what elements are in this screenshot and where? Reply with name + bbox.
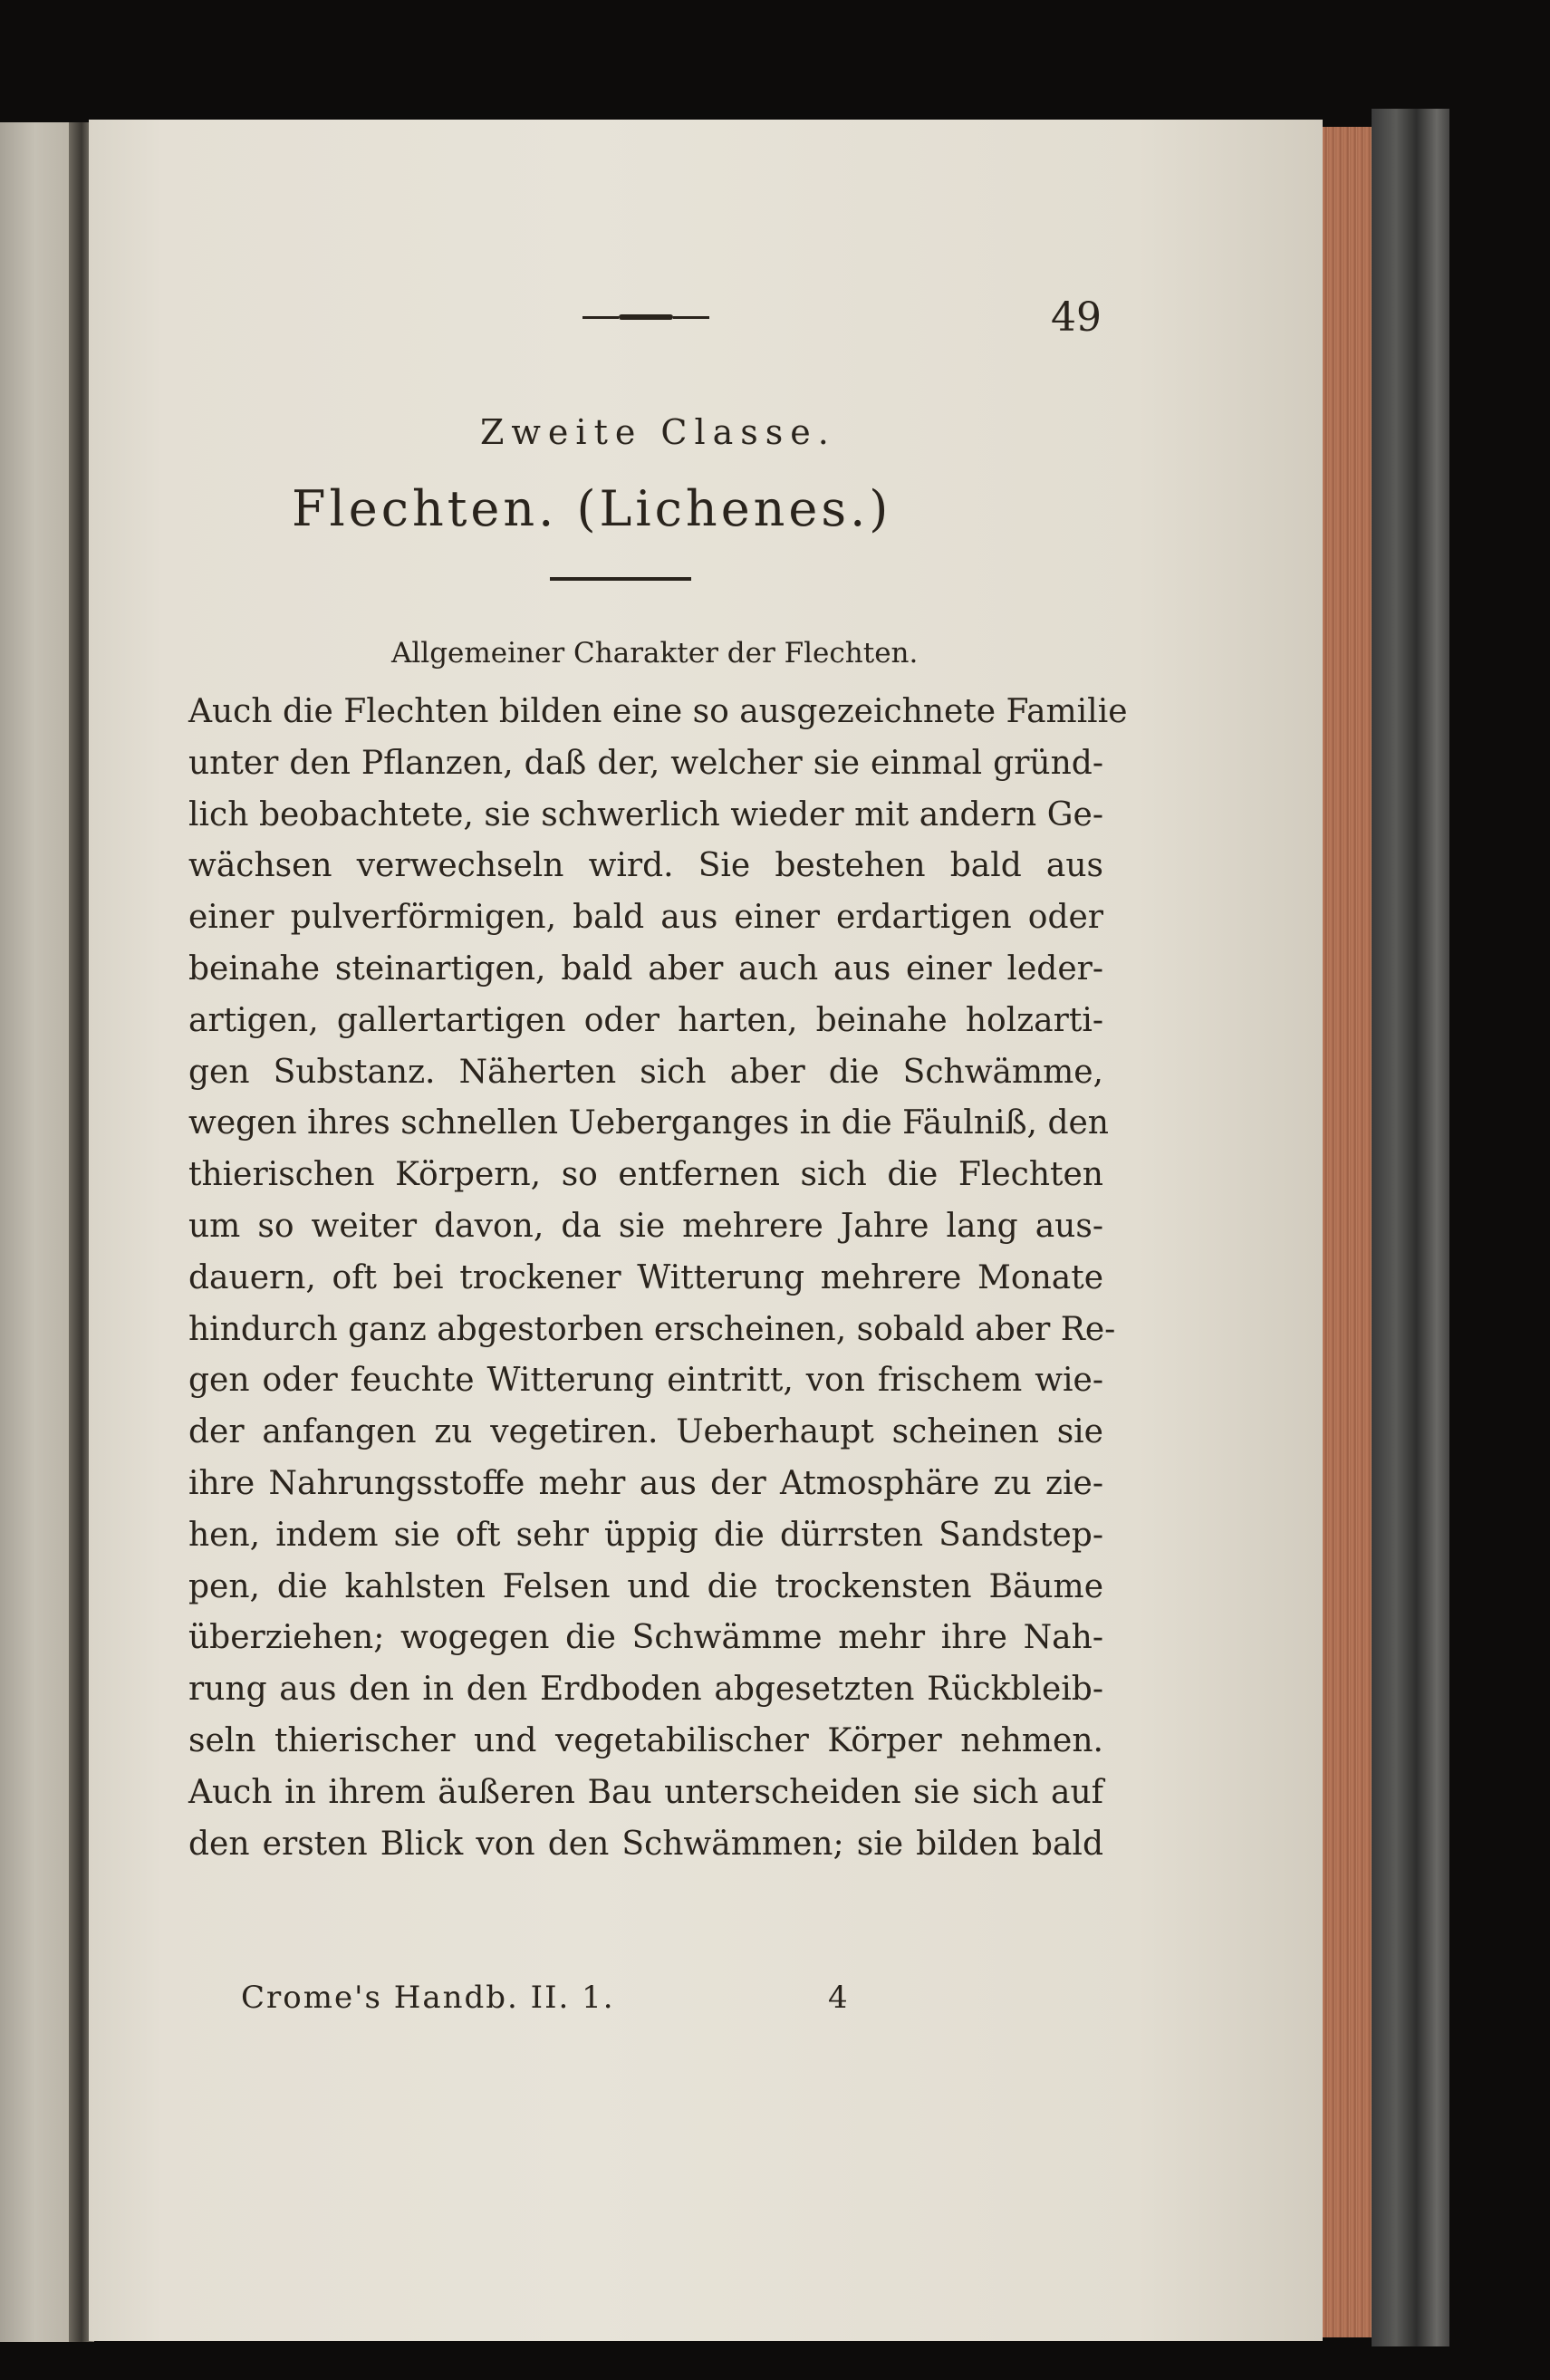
body-line: den ersten Blick von den Schwämmen; sie bilden bald — [188, 1825, 1103, 1863]
background-shadow — [1449, 0, 1550, 2380]
printer-signature: Crome's Handb. II. 1. — [241, 1980, 615, 2016]
signature-mark: 4 — [828, 1980, 848, 2016]
body-text — [188, 687, 1128, 1870]
body-line: wegen ihres schnellen Ueberganges in die Fäulniß, den — [188, 1104, 1109, 1142]
body-line: beinahe steinartigen, bald aber auch aus einer leder- — [188, 949, 1103, 988]
body-line: einer pulverförmigen, bald aus einer erdartigen oder — [188, 899, 1103, 937]
body-line: Auch in ihrem äußeren Bau unterscheiden sie sich auf — [188, 1773, 1103, 1811]
page-block-edges — [1321, 127, 1373, 2337]
heading-rule — [550, 577, 691, 581]
page-number: 49 — [1051, 294, 1102, 341]
body-line: wächsen verwechseln wird. Sie bestehen bald aus — [188, 847, 1103, 885]
body-line: Auch die Flechten bilden eine so ausgezeichnete Familie — [188, 693, 1128, 730]
body-line: hindurch ganz abgestorben erscheinen, sobald aber Re- — [188, 1310, 1116, 1348]
header-ornament — [582, 313, 709, 321]
body-line: gen Substanz. Näherten sich aber die Schwämme, — [188, 1053, 1103, 1091]
class-heading: Zweite Classe. — [480, 412, 836, 452]
family-heading: Flechten. (Lichenes.) — [292, 480, 892, 537]
facing-page-edge — [0, 122, 78, 2342]
section-heading: Allgemeiner Charakter der Flechten. — [391, 637, 919, 670]
body-line: gen oder feuchte Witterung eintritt, von frischem wie- — [188, 1362, 1103, 1400]
body-line: um so weiter davon, da sie mehrere Jahre lang aus- — [188, 1207, 1103, 1245]
body-line: pen, die kahlsten Felsen und die trockensten Bäume — [188, 1567, 1103, 1605]
body-line: lich beobachtete, sie schwerlich wieder mit andern Ge- — [188, 795, 1103, 833]
body-line: seln thierischer und vegetabilischer Körper nehmen. — [188, 1721, 1103, 1759]
book-cover-edge — [1372, 109, 1453, 2346]
body-line: rung aus den in den Erdboden abgesetzten Rückbleib- — [188, 1671, 1103, 1709]
body-line: artigen, gallertartigen oder harten, beinahe holzarti- — [188, 1001, 1103, 1039]
body-line: dauern, oft bei trockener Witterung mehrere Monate — [188, 1258, 1103, 1296]
body-line: ihre Nahrungsstoffe mehr aus der Atmosphäre zu zie- — [188, 1464, 1103, 1502]
body-line: der anfangen zu vegetiren. Ueberhaupt scheinen sie — [188, 1413, 1103, 1451]
body-line: überziehen; wogegen die Schwämme mehr ihre Nah- — [188, 1619, 1103, 1657]
body-line: hen, indem sie oft sehr üppig die dürrsten Sandstep- — [188, 1516, 1103, 1554]
body-line: unter den Pflanzen, daß der, welcher sie einmal gründ- — [188, 744, 1103, 782]
body-line: thierischen Körpern, so entfernen sich die Flechten — [188, 1156, 1103, 1194]
